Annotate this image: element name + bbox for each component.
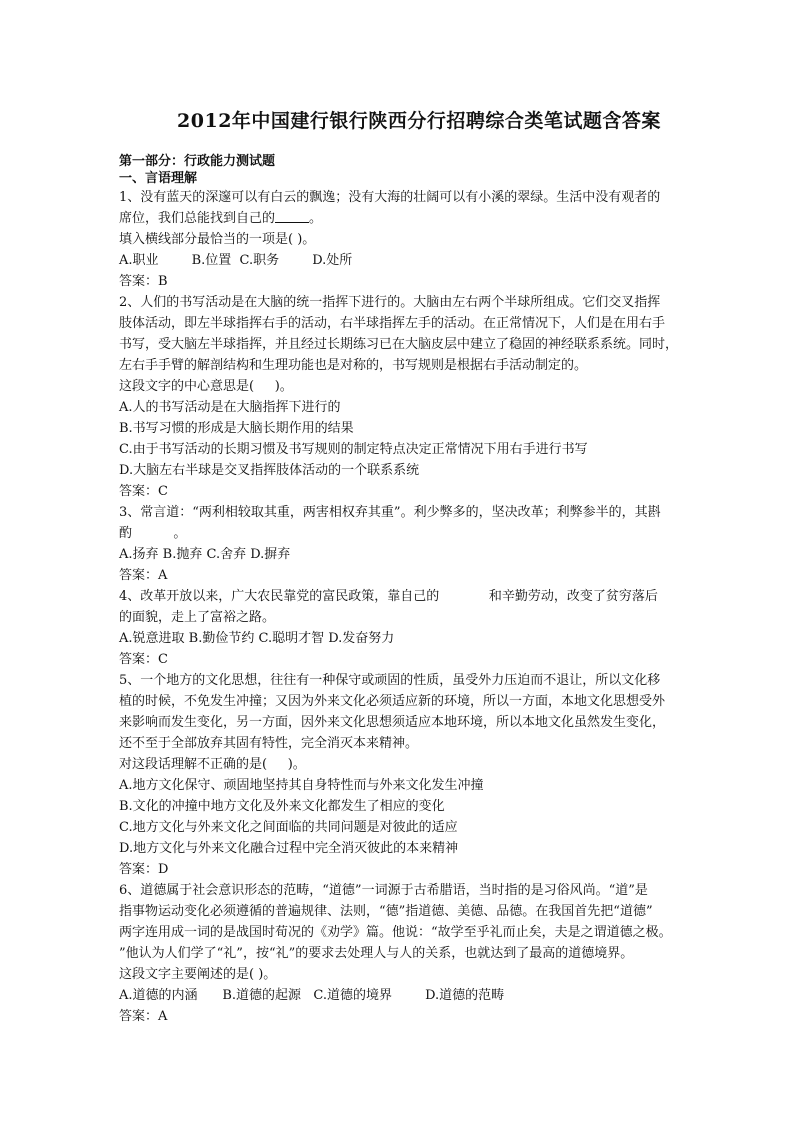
- answer-blank: [275, 210, 309, 223]
- question-3-line: 酌 。: [119, 526, 187, 541]
- question-5-line: 5、一个地方的文化思想，往往有一种保守或顽固的性质，虽受外力压迫而不退让，所以文化移: [119, 673, 661, 688]
- question-1-options: A.职业 B.位置 C.职务 D.处所: [119, 253, 353, 268]
- question-5-prompt: 对这段话理解不正确的是( )。: [119, 757, 306, 772]
- question-2-option-d: D.大脑左右半球是交叉指挥肢体活动的一个联系系统: [119, 463, 420, 478]
- question-5-answer: 答案：D: [119, 862, 169, 877]
- question-2: [119, 292, 719, 502]
- question-1: [119, 187, 719, 292]
- question-6-options: A.道德的内涵 B.道德的起源 C.道德的境界 D.道德的范畴: [119, 988, 505, 1003]
- question-5-option-a: A.地方文化保守、顽固地坚持其自身特性而与外来文化发生冲撞: [119, 778, 484, 793]
- question-3-line: 3、常言道：“两利相较取其重，两害相权弃其重”。利少弊多的，坚决改革；利弊参半的，其斟: [119, 505, 661, 520]
- question-3-answer: 答案：A: [119, 568, 168, 583]
- question-2-line: 2、人们的书写活动是在大脑的统一指挥下进行的。大脑由左右两个半球所组成。它们交叉指挥: [119, 295, 661, 310]
- question-2-answer: 答案：C: [119, 484, 168, 499]
- question-6-line: 指事物运动变化必须遵循的普遍规律、法则，“德”指道德、美德、品德。在我国首先把“道德”: [119, 904, 653, 919]
- question-1-stem-tail: 。: [309, 211, 323, 226]
- document-body: [119, 100, 719, 1027]
- question-5-line: 还不至于全部放弃其固有特性，完全消灭本来精神。: [119, 736, 419, 751]
- part-heading: 第一部分：行政能力测试题: [119, 154, 276, 169]
- question-4-options: A.锐意进取 B.勤俭节约 C.聪明才智 D.发奋努力: [119, 631, 395, 646]
- section-heading: 一、言语理解: [119, 171, 198, 186]
- question-2-option-b: B.书写习惯的形成是大脑长期作用的结果: [119, 421, 354, 436]
- page-title: 2012年中国建行银行陕西分行招聘综合类笔试题含答案: [177, 110, 661, 132]
- question-2-prompt: 这段文字的中心意思是( )。: [119, 379, 293, 394]
- question-1-stem: 席位，我们总能找到自己的: [119, 211, 276, 226]
- question-5-line: 来影响而发生变化，另一方面，因外来文化思想须适应本地环境，所以本地文化虽然发生变化，: [119, 715, 666, 730]
- question-6-line: ”他认为人们学了“礼”，按“礼”的要求去处理人与人的关系，也就达到了最高的道德境界。: [119, 946, 634, 961]
- question-4-answer: 答案：C: [119, 652, 168, 667]
- question-5: [119, 670, 719, 880]
- question-2-line: 书写，受大脑左半球指挥，并且经过长期练习已在大脑皮层中建立了稳固的神经联系系统。同时，: [119, 337, 679, 352]
- question-4-line: 的面貌，走上了富裕之路。: [119, 610, 276, 625]
- question-5-line: 植的时候，不免发生冲撞；又因为外来文化必须适应新的环境，所以一方面，本地文化思想受外: [119, 694, 666, 709]
- question-2-option-a: A.人的书写活动是在大脑指挥下进行的: [119, 400, 341, 415]
- question-5-option-b: B.文化的冲撞中地方文化及外来文化都发生了相应的变化: [119, 799, 445, 814]
- question-1-line-2: [119, 208, 719, 229]
- question-2-line: 肢体活动，即左半球指挥右手的活动，右半球指挥左手的活动。在正常情况下，人们是在用右手: [119, 316, 666, 331]
- question-5-option-c: C.地方文化与外来文化之间面临的共同问题是对彼此的适应: [119, 820, 458, 835]
- question-6-line: 两字连用成一词的是战国时荀况的《劝学》篇。他说：“故学至乎礼而止矣，夫是之谓道德之极。: [119, 925, 672, 940]
- question-4: [119, 586, 719, 670]
- question-6: [119, 880, 719, 1027]
- question-3: [119, 502, 719, 586]
- question-6-prompt: 这段文字主要阐述的是( )。: [119, 967, 277, 982]
- question-5-option-d: D.地方文化与外来文化融合过程中完全消灭彼此的本来精神: [119, 841, 459, 856]
- question-6-line: 6、道德属于社会意识形态的范畴，“道德”一词源于古希腊语，当时指的是习俗风尚。“道”是: [119, 883, 648, 898]
- question-3-options: A.扬弃 B.抛弃 C.舍弃 D.摒弃: [119, 547, 291, 562]
- question-1-line-1: 1、没有蓝天的深邃可以有白云的飘逸；没有大海的壮阔可以有小溪的翠绿。生活中没有观者的: [119, 190, 661, 205]
- question-2-option-c: C.由于书写活动的长期习惯及书写规则的制定特点决定正常情况下用右手进行书写: [119, 442, 588, 457]
- question-1-prompt: 填入横线部分最恰当的一项是( )。: [119, 232, 316, 247]
- question-2-line: 左右手手臂的解剖结构和生理功能也是对称的，书写规则是根据右手活动制定的。: [119, 358, 588, 373]
- question-4-line: 4、改革开放以来，广大农民靠党的富民政策，靠自己的 和辛勤劳动，改变了贫穷落后: [119, 589, 658, 604]
- question-6-answer: 答案：A: [119, 1009, 168, 1024]
- question-1-answer: 答案：B: [119, 274, 168, 289]
